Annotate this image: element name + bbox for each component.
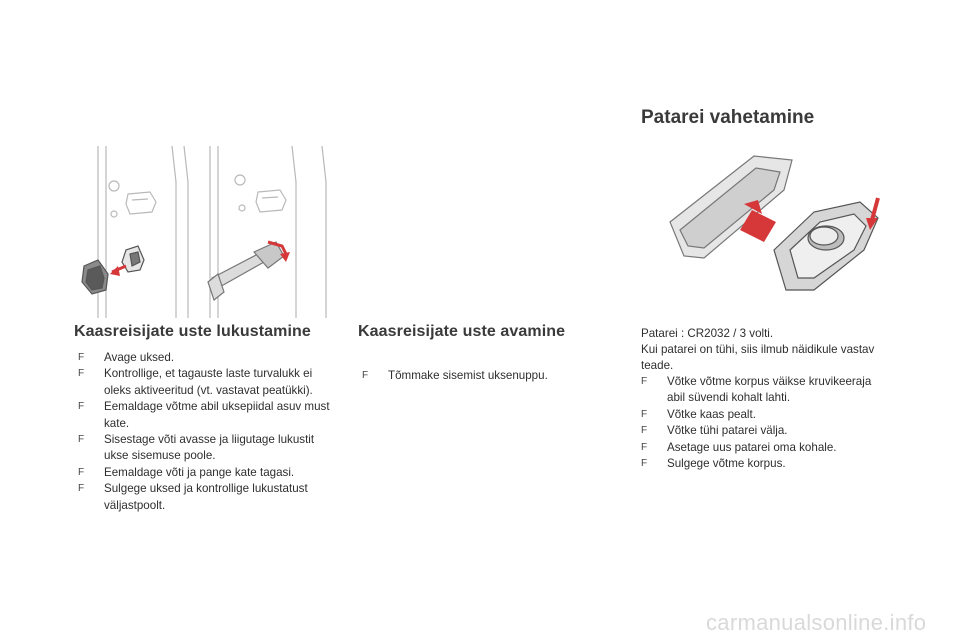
bullet-mark: F <box>641 441 648 453</box>
list-item-text: Asetage uus patarei oma kohale. <box>667 440 837 454</box>
bullet-mark: F <box>78 483 85 495</box>
section-title-lock: Kaasreisijate uste lukustamine <box>74 323 311 340</box>
section-title-battery: Patarei vahetamine <box>641 107 815 128</box>
list-item-text: Võtke võtme korpus väikse kruvikeeraja abil süvendi kohalt lahti. <box>667 375 872 405</box>
key-battery-illustration <box>664 150 898 305</box>
list-item <box>78 399 336 432</box>
door-lock-illustration <box>72 142 340 320</box>
bullet-mark: F <box>78 466 85 478</box>
bullet-mark: F <box>78 434 85 446</box>
bullet-mark: F <box>78 401 85 413</box>
bullet-mark: F <box>78 368 85 380</box>
list-item <box>641 456 891 472</box>
list-item <box>78 350 336 366</box>
list-item <box>641 374 891 407</box>
bullet-mark: F <box>641 425 648 437</box>
list-item-text: Tõmmake sisemist uksenuppu. <box>388 369 548 382</box>
watermark: carmanualsonline.info <box>706 610 927 635</box>
section-title-open: Kaasreisijate uste avamine <box>358 323 566 340</box>
list-item <box>78 432 336 465</box>
battery-steps-list <box>641 374 891 472</box>
bullet-mark: F <box>641 376 648 387</box>
battery-empty-note: Kui patarei on tühi, siis ilmub näidikule vastav teade. <box>641 343 875 373</box>
lock-steps-list <box>78 350 336 514</box>
bullet-mark: F <box>78 352 85 363</box>
list-item-text: Eemaldage võtme abil uksepiidal asuv must kate. <box>104 400 330 430</box>
bullet-mark: F <box>641 458 648 470</box>
bullet-mark: F <box>362 370 369 381</box>
list-item-text: Eemaldage võti ja pange kate tagasi. <box>104 465 295 479</box>
list-item-text: Sisestage võti avasse ja liigutage lukustit ukse sisemuse poole. <box>104 433 315 463</box>
list-item-text: Võtke kaas pealt. <box>667 407 756 421</box>
list-item-text: Võtke tühi patarei välja. <box>667 424 788 438</box>
list-item-text: Avage uksed. <box>104 351 175 364</box>
bullet-mark: F <box>641 408 648 420</box>
list-item <box>362 368 602 384</box>
list-item <box>78 481 336 514</box>
open-steps-list <box>362 368 602 384</box>
list-item <box>78 465 336 481</box>
list-item <box>641 440 891 456</box>
list-item <box>641 407 891 423</box>
list-item-text: Kontrollige, et tagauste laste turvalukk ei oleks aktiveeritud (vt. vastavat peatükki). <box>104 367 313 397</box>
list-item-text: Sulgege uksed ja kontrollige lukustatust väljastpoolt. <box>104 482 308 512</box>
list-item <box>641 423 891 439</box>
battery-spec-text: Patarei : CR2032 / 3 volti. <box>641 327 774 340</box>
list-item-text: Sulgege võtme korpus. <box>667 457 786 471</box>
list-item <box>78 366 336 399</box>
